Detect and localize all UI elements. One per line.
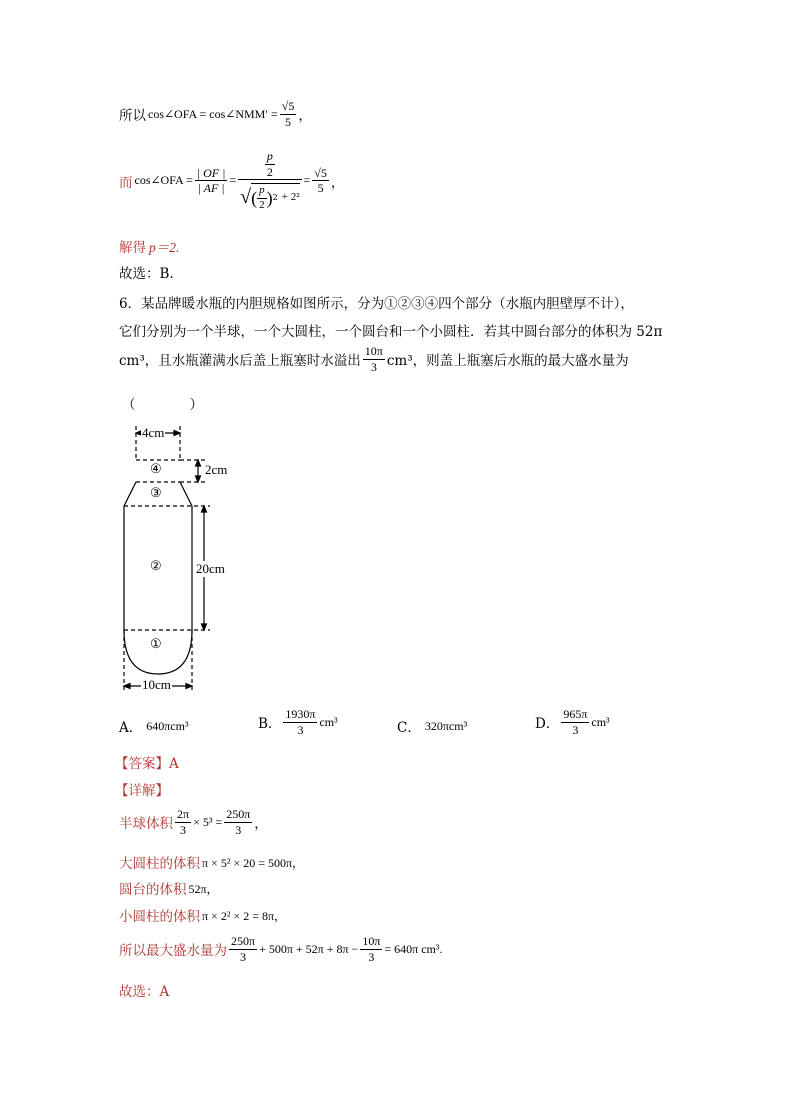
option-c[interactable]: C． 320πcm³ (397, 718, 468, 736)
total-volume: 所以最大盛水量为 $\frac{250\pi}{3}$ + 500π + 52π + 8π − $\frac{10\pi}{3}$ = 640π cm³. (119, 934, 443, 964)
part-2-label: ② (150, 558, 162, 573)
line-cos-ofa (119, 150, 344, 211)
of-over-af: $\frac{| OF |}{| AF |}$ (196, 165, 226, 196)
equals: = (229, 173, 237, 188)
thermos-diagram (110, 420, 250, 700)
small-height-label: 2cm (205, 462, 228, 477)
cos-ofa: cos∠OFA = (134, 173, 193, 188)
question-6-line-3: cm³，且水瓶灌满水后盖上瓶塞时水溢出 $\frac{10\pi}{3}$ cm³，则盖上瓶塞后水瓶的最大盛水量为 (119, 344, 629, 374)
sqrt5-over-5: $\frac{√5}{5}$ (281, 99, 295, 129)
question-6-line-1: 6．某品牌暖水瓶的内胆规格如图所示，分为①②③④四个部分（水瓶内胆壁厚不计）， (119, 296, 634, 312)
part-3-label: ③ (150, 485, 162, 500)
detail-tag: 【详解】 (115, 783, 169, 799)
option-a[interactable]: A． 640πcm³ (119, 718, 189, 736)
big-cylinder-volume: 大圆柱的体积 π × 5² × 20 = 500π， (119, 855, 305, 872)
ten-pi-over-3: $\frac{10\pi}{3}$ (364, 344, 383, 374)
answer-parenthesis: （ ） (122, 397, 203, 413)
comma: ， (298, 108, 312, 125)
choose-b: 故选：B. (119, 266, 174, 282)
frustum-volume: 圆台的体积 52π， (119, 881, 219, 898)
and-text: 而 (119, 174, 133, 191)
part-1-label: ① (150, 636, 162, 651)
equals-2: = (303, 173, 311, 188)
big-fraction: $\frac{p}{2}$ √ ( $\frac{p}{2}$ ) 2 + 2² (240, 149, 300, 211)
line-cos-nmm (119, 100, 312, 128)
big-height-label: 20cm (196, 561, 225, 576)
option-b[interactable]: B． $\frac{1930\pi}{3}$ cm³ (258, 707, 338, 737)
sqrt5-over-5-b: $\frac{√5}{5}$ (314, 165, 327, 196)
answer-line: 【答案】A (115, 756, 179, 772)
part-4-label: ④ (150, 461, 162, 476)
bottom-width-label: 10cm (142, 677, 171, 692)
choose-a: 故选：A (119, 984, 170, 1000)
so-text: 所以 (119, 108, 146, 125)
question-6-line-2: 它们分别为一个半球，一个大圆柱，一个圆台和一个小圆柱．若其中圆台部分的体积为 52π (119, 324, 663, 340)
comma-2: ， (330, 174, 345, 191)
sqrt-denominator: √ ( $\frac{p}{2}$ ) 2 + 2² (240, 184, 300, 211)
solve-line: 解得 p＝2. (119, 240, 180, 256)
option-d[interactable]: D． $\frac{965\pi}{3}$ cm³ (535, 707, 610, 737)
hemisphere-volume: 半球体积 $\frac{2\pi}{3}$ × 5³ = $\frac{250\pi}{3}$ ， (119, 807, 268, 837)
top-width-label: 4cm (142, 425, 165, 440)
cos-equation: cos∠OFA = cos∠NMM′ = (148, 106, 278, 121)
small-cylinder-volume: 小圆柱的体积 π × 2² × 2 = 8π， (119, 908, 287, 925)
